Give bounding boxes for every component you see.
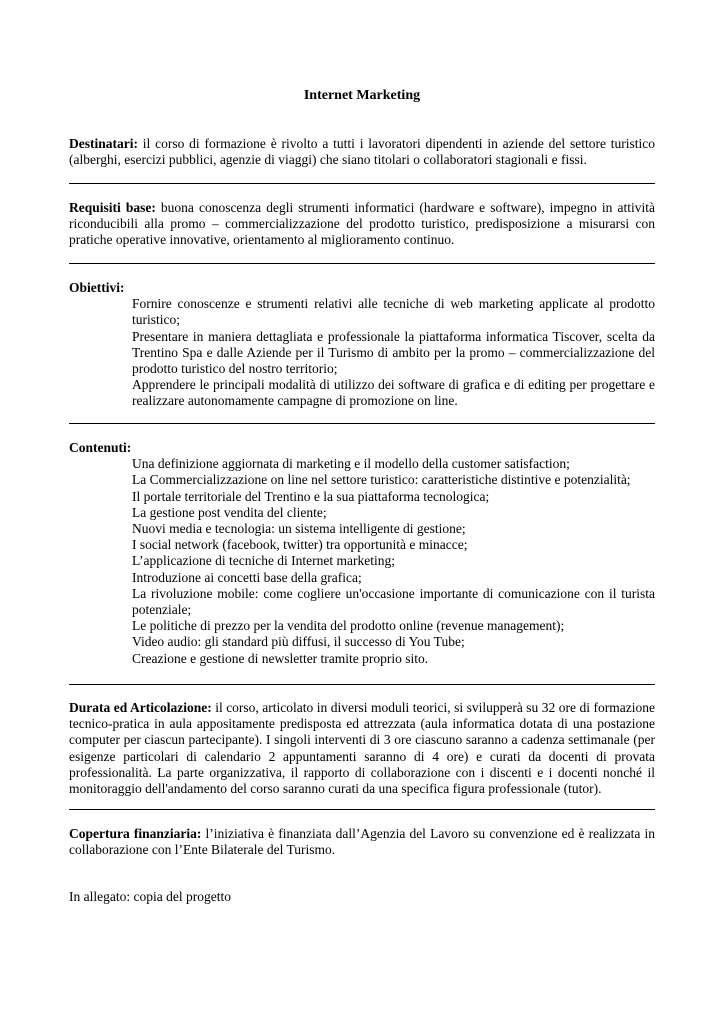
obiettivi-list [69,296,655,409]
list-item: Nuovi media e tecnologia: un sistema intelligente di gestione; [132,521,466,537]
section-divider [69,809,655,810]
durata-text: il corso, articolato in diversi moduli teorici, si svilupperà su 32 ore di formazione tecnico-pratica in aula appositamente predisposta ed attrezzata (aula informatica dotata di una postazione computer per ciascun partecipante). I singoli interventi di 3 ore ciascuno saranno a cadenza settimanale (per esigenze particolari di calendario 2 appuntamenti saranno di 4 ore) e curati da docenti di provata professionalità. La parte organizzativa, il rapporto di collaborazione con i discenti e i docenti nonché il monitoraggio dell'andamento del corso saranno curati da una specifica figura professionale (tutor). [69,700,655,797]
requisiti-text: buona conoscenza degli strumenti informatici (hardware e software), impegno in attività riconducibili alla promo – commercializzazione del prodotto turistico, predisposizione a misurarsi con pratiche operative innovative, orientamento al miglioramento continuo. [69,200,655,248]
section-divider [69,423,655,424]
copertura-label: Copertura finanziaria: [69,826,202,841]
list-item: Video audio: gli standard più diffusi, il successo di You Tube; [132,634,465,650]
list-item: Presentare in maniera dettagliata e professionale la piattaforma informatica Tiscover, scelta da Trentino Spa e dalle Aziende per il Turismo di ambito per la promo – commercializzazione del prodotto turistico del nostro territorio; [132,328,655,377]
obiettivi-label: Obiettivi: [69,280,125,295]
contenuti-list [69,456,655,667]
requisiti-section [69,200,655,249]
durata-section [69,700,655,797]
section-divider [69,183,655,184]
section-divider [69,684,655,685]
list-item: I social network (facebook, twitter) tra opportunità e minacce; [132,537,468,553]
list-item: Apprendere le principali modalità di utilizzo dei software di grafica e di editing per progettare e realizzare autonomamente campagne di promozione on line. [132,377,655,409]
list-item: Fornire conoscenze e strumenti relativi alle tecniche di web marketing applicate al prodotto turistico; [132,296,655,328]
list-item: Creazione e gestione di newsletter tramite proprio sito. [132,650,429,666]
allegato-note: In allegato: copia del progetto [69,889,231,904]
list-item: Il portale territoriale del Trentino e la sua piattaforma tecnologica; [132,488,490,504]
list-item: La Commercializzazione on line nel settore turistico: caratteristiche distintive e potenzialità; [132,472,631,488]
contenuti-section [69,440,655,667]
document-title: Internet Marketing [303,88,421,103]
list-item: Le politiche di prezzo per la vendita del prodotto online (revenue management); [132,618,565,634]
list-item: Una definizione aggiornata di marketing e il modello della customer satisfaction; [132,456,570,472]
section-divider [69,263,655,264]
list-item: La rivoluzione mobile: come cogliere un'occasione importante di comunicazione con il turista potenziale; [132,585,655,618]
copertura-section [69,826,655,858]
copertura-text: l’iniziativa è finanziata dall’Agenzia del Lavoro su convenzione ed è realizzata in collaborazione con l’Ente Bilaterale del Turismo. [69,826,656,858]
destinatari-text: il corso di formazione è rivolto a tutti i lavoratori dipendenti in aziende del settore turistico (alberghi, esercizi pubblici, agenzie di viaggi) che siano titolari o collaboratori stagionali e fissi. [69,136,655,168]
list-item: Introduzione ai concetti base della grafica; [132,569,362,585]
contenuti-label: Contenuti: [69,440,132,455]
destinatari-section [69,136,655,168]
destinatari-label: Destinatari: [69,136,138,151]
durata-label: Durata ed Articolazione: [69,700,212,715]
list-item: La gestione post vendita del cliente; [132,504,327,520]
list-item: L’applicazione di tecniche di Internet marketing; [132,553,396,569]
requisiti-label: Requisiti base: [69,200,156,215]
obiettivi-section [69,280,655,410]
